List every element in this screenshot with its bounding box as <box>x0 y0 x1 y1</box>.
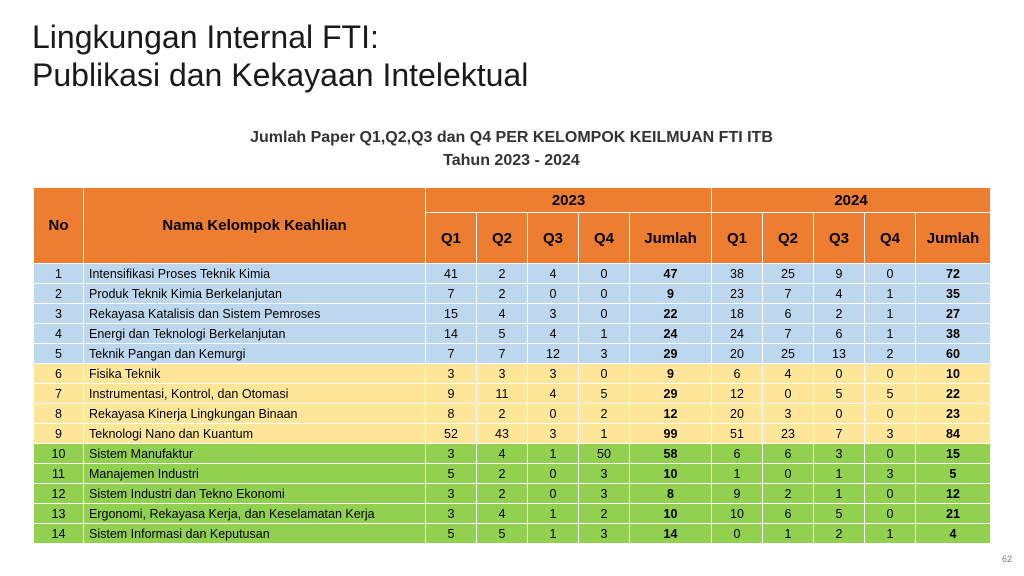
q3-2023-cell: 4 <box>528 264 579 284</box>
table-row <box>34 384 991 404</box>
kelompok-keahlian-name-cell: Rekayasa Kinerja Lingkungan Binaan <box>84 404 426 424</box>
q4-2023-cell: 1 <box>579 424 630 444</box>
q3-2024-cell: 2 <box>814 304 865 324</box>
jumlah-2023-cell: 9 <box>630 364 712 384</box>
q4-2023-cell: 0 <box>579 284 630 304</box>
q1-2024-cell: 0 <box>712 524 763 544</box>
slide-title-line-2: Publikasi dan Kekayaan Intelektual <box>32 57 529 93</box>
q4-2024-cell: 0 <box>865 264 916 284</box>
jumlah-2023-cell: 8 <box>630 484 712 504</box>
q1-2023-cell: 3 <box>426 444 477 464</box>
q3-2024-cell: 0 <box>814 404 865 424</box>
table-row <box>34 524 991 544</box>
q1-2024-cell: 23 <box>712 284 763 304</box>
jumlah-2024-cell: 35 <box>916 284 991 304</box>
q4-2023-cell: 0 <box>579 304 630 324</box>
q2-2023-cell: 4 <box>477 504 528 524</box>
slide-title <box>32 18 528 94</box>
q4-2023-cell: 50 <box>579 444 630 464</box>
header-2024-q4: Q4 <box>865 213 916 264</box>
q4-2024-cell: 0 <box>865 364 916 384</box>
jumlah-2024-cell: 4 <box>916 524 991 544</box>
table-row <box>34 264 991 284</box>
jumlah-2024-cell: 27 <box>916 304 991 324</box>
slide-title-line-1: Lingkungan Internal FTI: <box>32 19 379 55</box>
q3-2023-cell: 1 <box>528 504 579 524</box>
jumlah-2024-cell: 38 <box>916 324 991 344</box>
table-caption-line-1: Jumlah Paper Q1,Q2,Q3 dan Q4 PER KELOMPOK KEILMUAN FTI ITB <box>250 129 773 146</box>
q3-2023-cell: 4 <box>528 324 579 344</box>
q2-2024-cell: 7 <box>763 324 814 344</box>
q1-2023-cell: 3 <box>426 364 477 384</box>
q2-2023-cell: 11 <box>477 384 528 404</box>
q3-2023-cell: 12 <box>528 344 579 364</box>
q4-2024-cell: 3 <box>865 464 916 484</box>
q2-2024-cell: 6 <box>763 504 814 524</box>
page-number: 62 <box>1001 554 1012 564</box>
q2-2023-cell: 2 <box>477 404 528 424</box>
q4-2024-cell: 5 <box>865 384 916 404</box>
q3-2024-cell: 3 <box>814 444 865 464</box>
q2-2024-cell: 1 <box>763 524 814 544</box>
kelompok-keahlian-name-cell: Rekayasa Katalisis dan Sistem Pemroses <box>84 304 426 324</box>
q1-2024-cell: 24 <box>712 324 763 344</box>
table-row <box>34 404 991 424</box>
kelompok-keahlian-name-cell: Fisika Teknik <box>84 364 426 384</box>
publication-table <box>33 187 991 544</box>
jumlah-2023-cell: 9 <box>630 284 712 304</box>
q4-2024-cell: 0 <box>865 404 916 424</box>
table-caption <box>33 126 990 172</box>
header-2023-q4: Q4 <box>579 213 630 264</box>
q3-2024-cell: 1 <box>814 484 865 504</box>
q2-2024-cell: 2 <box>763 484 814 504</box>
q3-2024-cell: 13 <box>814 344 865 364</box>
row-no-cell: 9 <box>34 424 84 444</box>
q2-2024-cell: 0 <box>763 464 814 484</box>
q3-2023-cell: 3 <box>528 364 579 384</box>
row-no-cell: 13 <box>34 504 84 524</box>
q4-2024-cell: 1 <box>865 324 916 344</box>
q3-2023-cell: 1 <box>528 444 579 464</box>
q1-2024-cell: 12 <box>712 384 763 404</box>
header-name: Nama Kelompok Keahlian <box>84 188 426 264</box>
q2-2023-cell: 5 <box>477 524 528 544</box>
q2-2024-cell: 7 <box>763 284 814 304</box>
table-row <box>34 284 991 304</box>
q1-2023-cell: 14 <box>426 324 477 344</box>
q1-2024-cell: 1 <box>712 464 763 484</box>
q3-2023-cell: 1 <box>528 524 579 544</box>
jumlah-2024-cell: 84 <box>916 424 991 444</box>
q2-2024-cell: 25 <box>763 344 814 364</box>
q2-2024-cell: 4 <box>763 364 814 384</box>
q1-2024-cell: 10 <box>712 504 763 524</box>
q3-2024-cell: 7 <box>814 424 865 444</box>
row-no-cell: 3 <box>34 304 84 324</box>
jumlah-2023-cell: 22 <box>630 304 712 324</box>
q4-2023-cell: 5 <box>579 384 630 404</box>
table-row <box>34 344 991 364</box>
q1-2024-cell: 51 <box>712 424 763 444</box>
row-no-cell: 2 <box>34 284 84 304</box>
q2-2023-cell: 7 <box>477 344 528 364</box>
table-row <box>34 504 991 524</box>
q2-2023-cell: 4 <box>477 444 528 464</box>
row-no-cell: 6 <box>34 364 84 384</box>
header-2023-jumlah: Jumlah <box>630 213 712 264</box>
table-row <box>34 324 991 344</box>
q2-2024-cell: 6 <box>763 444 814 464</box>
q3-2024-cell: 2 <box>814 524 865 544</box>
q2-2024-cell: 25 <box>763 264 814 284</box>
kelompok-keahlian-name-cell: Ergonomi, Rekayasa Kerja, dan Keselamatan Kerja <box>84 504 426 524</box>
row-no-cell: 1 <box>34 264 84 284</box>
q2-2024-cell: 23 <box>763 424 814 444</box>
q2-2023-cell: 2 <box>477 284 528 304</box>
q3-2023-cell: 3 <box>528 304 579 324</box>
q3-2023-cell: 0 <box>528 484 579 504</box>
q1-2023-cell: 5 <box>426 464 477 484</box>
header-row-years <box>34 188 991 213</box>
q1-2024-cell: 38 <box>712 264 763 284</box>
q2-2023-cell: 2 <box>477 484 528 504</box>
row-no-cell: 11 <box>34 464 84 484</box>
kelompok-keahlian-name-cell: Produk Teknik Kimia Berkelanjutan <box>84 284 426 304</box>
header-2024-q3: Q3 <box>814 213 865 264</box>
header-2023-q1: Q1 <box>426 213 477 264</box>
jumlah-2023-cell: 24 <box>630 324 712 344</box>
row-no-cell: 14 <box>34 524 84 544</box>
jumlah-2024-cell: 5 <box>916 464 991 484</box>
q3-2024-cell: 1 <box>814 464 865 484</box>
header-year-2024: 2024 <box>712 188 991 213</box>
q1-2023-cell: 9 <box>426 384 477 404</box>
jumlah-2024-cell: 21 <box>916 504 991 524</box>
q4-2023-cell: 3 <box>579 344 630 364</box>
kelompok-keahlian-name-cell: Teknologi Nano dan Kuantum <box>84 424 426 444</box>
row-no-cell: 8 <box>34 404 84 424</box>
kelompok-keahlian-name-cell: Energi dan Teknologi Berkelanjutan <box>84 324 426 344</box>
kelompok-keahlian-name-cell: Sistem Manufaktur <box>84 444 426 464</box>
q2-2023-cell: 3 <box>477 364 528 384</box>
table-row <box>34 364 991 384</box>
q1-2023-cell: 41 <box>426 264 477 284</box>
q2-2024-cell: 6 <box>763 304 814 324</box>
row-no-cell: 4 <box>34 324 84 344</box>
q2-2024-cell: 3 <box>763 404 814 424</box>
q3-2023-cell: 0 <box>528 464 579 484</box>
jumlah-2024-cell: 12 <box>916 484 991 504</box>
jumlah-2023-cell: 47 <box>630 264 712 284</box>
q1-2024-cell: 6 <box>712 364 763 384</box>
q4-2023-cell: 3 <box>579 464 630 484</box>
jumlah-2023-cell: 10 <box>630 464 712 484</box>
kelompok-keahlian-name-cell: Teknik Pangan dan Kemurgi <box>84 344 426 364</box>
header-2023-q2: Q2 <box>477 213 528 264</box>
header-2024-jumlah: Jumlah <box>916 213 991 264</box>
table-row <box>34 444 991 464</box>
jumlah-2024-cell: 22 <box>916 384 991 404</box>
header-2023-q3: Q3 <box>528 213 579 264</box>
kelompok-keahlian-name-cell: Manajemen Industri <box>84 464 426 484</box>
q3-2024-cell: 4 <box>814 284 865 304</box>
q1-2023-cell: 8 <box>426 404 477 424</box>
q1-2023-cell: 7 <box>426 284 477 304</box>
kelompok-keahlian-name-cell: Intensifikasi Proses Teknik Kimia <box>84 264 426 284</box>
q2-2024-cell: 0 <box>763 384 814 404</box>
q1-2023-cell: 3 <box>426 504 477 524</box>
q1-2023-cell: 3 <box>426 484 477 504</box>
q4-2024-cell: 0 <box>865 444 916 464</box>
q4-2023-cell: 3 <box>579 484 630 504</box>
q4-2023-cell: 3 <box>579 524 630 544</box>
q3-2024-cell: 5 <box>814 504 865 524</box>
jumlah-2023-cell: 29 <box>630 344 712 364</box>
q2-2023-cell: 43 <box>477 424 528 444</box>
q1-2024-cell: 9 <box>712 484 763 504</box>
q1-2023-cell: 15 <box>426 304 477 324</box>
table-row <box>34 424 991 444</box>
jumlah-2024-cell: 10 <box>916 364 991 384</box>
q3-2024-cell: 6 <box>814 324 865 344</box>
q1-2023-cell: 7 <box>426 344 477 364</box>
q4-2023-cell: 2 <box>579 504 630 524</box>
jumlah-2023-cell: 58 <box>630 444 712 464</box>
row-no-cell: 5 <box>34 344 84 364</box>
q4-2024-cell: 1 <box>865 304 916 324</box>
table-row <box>34 464 991 484</box>
q4-2024-cell: 3 <box>865 424 916 444</box>
jumlah-2023-cell: 99 <box>630 424 712 444</box>
q3-2023-cell: 3 <box>528 424 579 444</box>
q3-2023-cell: 0 <box>528 284 579 304</box>
q1-2023-cell: 52 <box>426 424 477 444</box>
q1-2024-cell: 6 <box>712 444 763 464</box>
header-2024-q2: Q2 <box>763 213 814 264</box>
q4-2023-cell: 2 <box>579 404 630 424</box>
q3-2024-cell: 0 <box>814 364 865 384</box>
header-2024-q1: Q1 <box>712 213 763 264</box>
jumlah-2024-cell: 15 <box>916 444 991 464</box>
q4-2024-cell: 0 <box>865 504 916 524</box>
q2-2023-cell: 5 <box>477 324 528 344</box>
jumlah-2024-cell: 23 <box>916 404 991 424</box>
q3-2024-cell: 9 <box>814 264 865 284</box>
q3-2024-cell: 5 <box>814 384 865 404</box>
q4-2023-cell: 0 <box>579 264 630 284</box>
kelompok-keahlian-name-cell: Sistem Industri dan Tekno Ekonomi <box>84 484 426 504</box>
q1-2024-cell: 20 <box>712 404 763 424</box>
row-no-cell: 7 <box>34 384 84 404</box>
q2-2023-cell: 4 <box>477 304 528 324</box>
q1-2024-cell: 20 <box>712 344 763 364</box>
jumlah-2023-cell: 29 <box>630 384 712 404</box>
q4-2023-cell: 1 <box>579 324 630 344</box>
q2-2023-cell: 2 <box>477 264 528 284</box>
q4-2024-cell: 0 <box>865 484 916 504</box>
row-no-cell: 12 <box>34 484 84 504</box>
kelompok-keahlian-name-cell: Sistem Informasi dan Keputusan <box>84 524 426 544</box>
q3-2023-cell: 0 <box>528 404 579 424</box>
q1-2023-cell: 5 <box>426 524 477 544</box>
q4-2023-cell: 0 <box>579 364 630 384</box>
jumlah-2024-cell: 72 <box>916 264 991 284</box>
q4-2024-cell: 1 <box>865 524 916 544</box>
q3-2023-cell: 4 <box>528 384 579 404</box>
table-row <box>34 304 991 324</box>
q4-2024-cell: 1 <box>865 284 916 304</box>
q4-2024-cell: 2 <box>865 344 916 364</box>
table-caption-line-2: Tahun 2023 - 2024 <box>443 152 580 169</box>
jumlah-2023-cell: 14 <box>630 524 712 544</box>
table-body <box>34 264 991 544</box>
q1-2024-cell: 18 <box>712 304 763 324</box>
jumlah-2024-cell: 60 <box>916 344 991 364</box>
q2-2023-cell: 2 <box>477 464 528 484</box>
kelompok-keahlian-name-cell: Instrumentasi, Kontrol, dan Otomasi <box>84 384 426 404</box>
header-year-2023: 2023 <box>426 188 712 213</box>
jumlah-2023-cell: 12 <box>630 404 712 424</box>
row-no-cell: 10 <box>34 444 84 464</box>
header-no: No <box>34 188 84 264</box>
jumlah-2023-cell: 10 <box>630 504 712 524</box>
table-row <box>34 484 991 504</box>
